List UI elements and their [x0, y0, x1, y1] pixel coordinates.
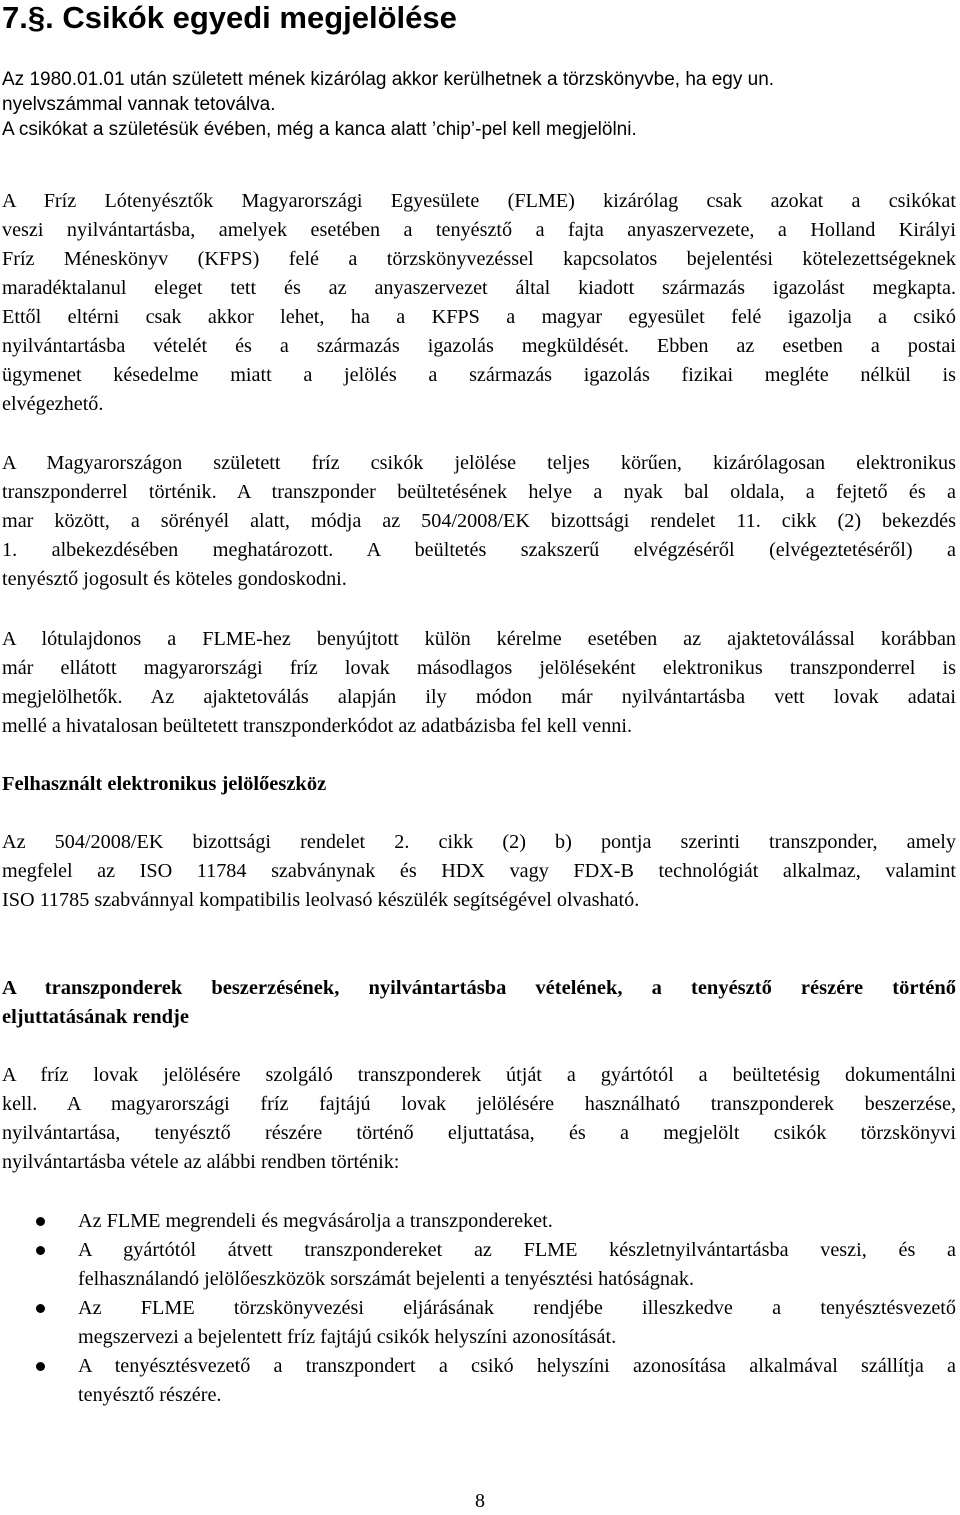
heading-line: Felhasznált elektronikus jelölőeszköz: [2, 773, 327, 795]
text-line: A Magyarországon született fríz csikók jelölése teljes körűen, kizárólagosan elektronikus: [2, 452, 956, 474]
text-line: A fríz lovak jelölésére szolgáló transzponderek útját a gyártótól a beültetésig dokumentálni: [2, 1064, 956, 1086]
text-line: nyelvszámmal vannak tetoválva.: [2, 94, 276, 115]
text-line: mellé a hivatalosan beültetett transzponderkódot az adatbázisba fel kell venni.: [2, 715, 633, 737]
list-item: [0, 1352, 956, 1410]
page-number: 8: [475, 1490, 485, 1512]
procedure-list: [0, 1207, 960, 1410]
text-line: A gyártótól átvett transzpondereket az FLME készletnyilvántartásba veszi, és a: [78, 1239, 956, 1261]
text-line: nyilvántartásba vételét és a származás igazolás megküldését. Ebben az esetben a postai: [2, 335, 956, 357]
text-line: mar között, a sörényél alatt, módja az 504/2008/EK bizottsági rendelet 11. cikk (2) bekezdés: [2, 510, 956, 532]
bullet-icon: [36, 1362, 45, 1371]
list-item: [0, 1294, 956, 1352]
text-line: nyilvántartása, tenyésztő részére történő eljuttatása, és a megjelölt csikók törzskönyvi: [2, 1122, 956, 1144]
text-line: A Fríz Lótenyésztők Magyarországi Egyesülete (FLME) kizárólag csak azokat a csikókat: [2, 190, 956, 212]
text-line: 1. albekezdésében meghatározott. A beültetés szakszerű elvégzéséről (elvégeztetéséről) a: [2, 539, 956, 561]
section-heading-procurement: [2, 974, 956, 1032]
text-line: ügymenet késedelme miatt a jelölés a származás igazolás fizikai megléte nélkül is: [2, 364, 956, 386]
bullet-icon: [36, 1246, 45, 1255]
paragraph-registration: [2, 187, 956, 419]
text-line: maradéktalanul eleget tett és az anyaszervezet által kiadott származás igazolást megkapta.: [2, 277, 956, 299]
text-line: tenyésztő jogosult és köteles gondoskodni.: [2, 568, 347, 590]
text-line: elvégezhető.: [2, 393, 104, 415]
text-line: megfelel az ISO 11784 szabványnak és HDX vagy FDX-B technológiát alkalmaz, valamint: [2, 860, 956, 882]
paragraph-transponder-marking: [2, 449, 956, 594]
text-line: megjelölhetők. Az ajaktetoválás alapján ily módon már nyilvántartásba vett lovak adatai: [2, 686, 956, 708]
text-line: Az FLME megrendeli és megvásárolja a transzpondereket.: [78, 1210, 553, 1232]
paragraph-procurement: [2, 1061, 956, 1177]
text-line: ISO 11785 szabvánnyal kompatibilis leolvasó készülék segítségével olvasható.: [2, 889, 640, 911]
text-line: Az FLME törzskönyvezési eljárásának rendjébe illeszkedve a tenyésztésvezető: [78, 1297, 956, 1319]
heading-line: A transzponderek beszerzésének, nyilvántartásba vételének, a tenyésztő részére történő: [2, 977, 956, 999]
text-line: Fríz Méneskönyv (KFPS) felé a törzskönyvezéssel kapcsolatos bejelentési kötelezettségeknek: [2, 248, 956, 270]
paragraph-device: [2, 828, 956, 915]
text-line: transzponderrel történik. A transzponder beültetésének helye a nyak bal oldala, a fejtető és a: [2, 481, 956, 503]
list-item: [0, 1236, 956, 1294]
section-heading-device: [2, 770, 956, 799]
text-line: A csikókat a születésük évében, még a kanca alatt ’chip’-pel kell megjelölni.: [2, 119, 637, 140]
text-line: tenyésztő részére.: [78, 1384, 222, 1406]
text-line: Ettől eltérni csak akkor lehet, ha a KFPS a magyar egyesület felé igazolja a csikó: [2, 306, 956, 328]
text-line: Az 504/2008/EK bizottsági rendelet 2. cikk (2) b) pontja szerinti transzponder, amely: [2, 831, 956, 853]
bullet-icon: [36, 1217, 45, 1226]
intro-paragraph: [2, 65, 956, 144]
text-line: Az 1980.01.01 után született mének kizárólag akkor kerülhetnek a törzskönyvbe, ha egy un.: [2, 69, 775, 90]
text-line: A lótulajdonos a FLME-hez benyújtott külön kérelme esetében az ajaktetoválással korábban: [2, 628, 956, 650]
list-item: [0, 1207, 956, 1236]
page-title: 7.§. Csikók egyedi megjelölése: [2, 0, 457, 35]
text-line: A tenyésztésvezető a transzpondert a csikó helyszíni azonosítása alkalmával szállítja a: [78, 1355, 956, 1377]
text-line: nyilvántartásba vétele az alábbi rendben történik:: [2, 1151, 400, 1173]
text-line: felhasználandó jelölőeszközök sorszámát bejelenti a tenyésztési hatóságnak.: [78, 1268, 695, 1290]
paragraph-secondary-marking: [2, 625, 956, 741]
text-line: veszi nyilvántartásba, amelyek esetében a tenyésztő a fajta anyaszervezete, a Holland Királyi: [2, 219, 956, 241]
text-line: megszervezi a bejelentett fríz fajtájú csikók helyszíni azonosítását.: [78, 1326, 617, 1348]
text-line: már ellátott magyarországi fríz lovak másodlagos jelöléseként elektronikus transzponderrel is: [2, 657, 956, 679]
heading-line: eljuttatásának rendje: [2, 1006, 189, 1028]
text-line: kell. A magyarországi fríz fajtájú lovak jelölésére használható transzponderek beszerzése,: [2, 1093, 956, 1115]
bullet-icon: [36, 1304, 45, 1313]
